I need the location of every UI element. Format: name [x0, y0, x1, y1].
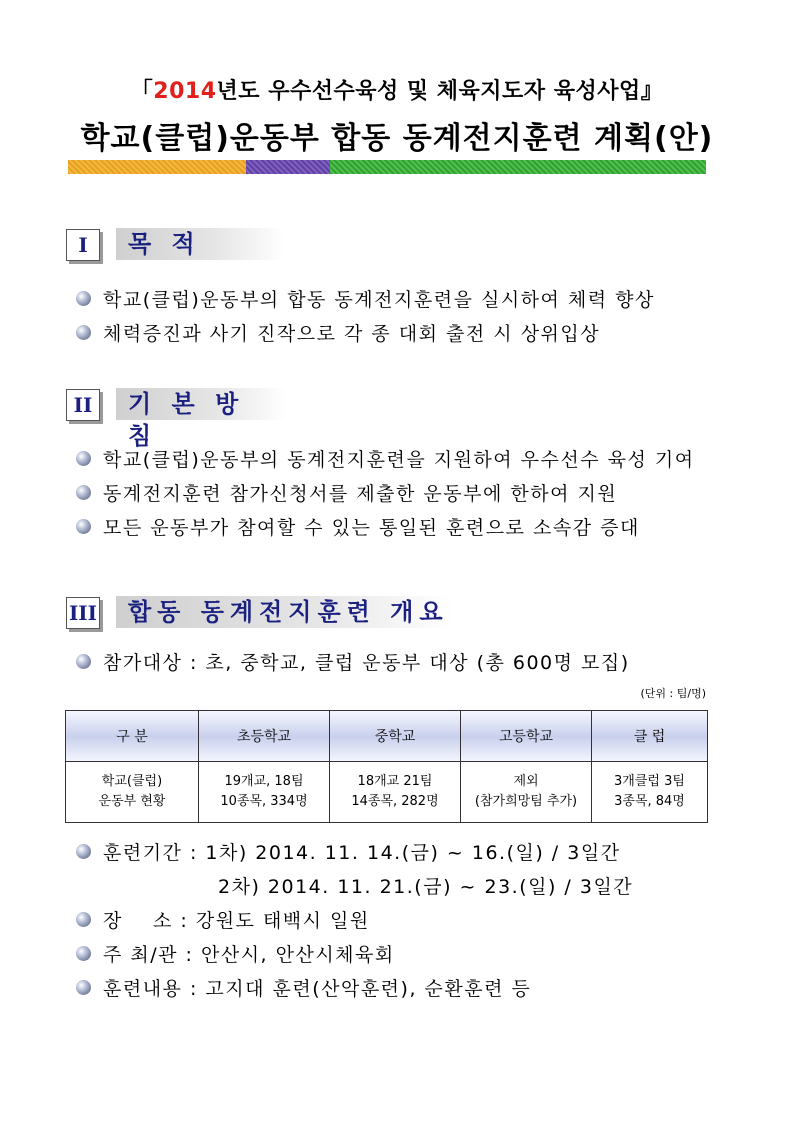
bullet-icon — [76, 485, 91, 500]
table-cell: 19개교, 18팀 10종목, 334명 — [199, 762, 330, 823]
list-item-host: 주 최/관 : 안산시, 안산시체육회 — [76, 942, 395, 968]
list-item: 동계전지훈련 참가신청서를 제출한 운동부에 한하여 지원 — [76, 481, 617, 507]
bullet-icon — [76, 946, 91, 961]
bullet-icon — [76, 451, 91, 466]
table-header: 초등학교 — [199, 711, 330, 762]
section-heading-purpose: 목 적 — [116, 228, 284, 260]
list-item-content: 훈련내용 : 고지대 훈련(산악훈련), 순환훈련 등 — [76, 976, 531, 1002]
table-cell: 학교(클럽) 운동부 현황 — [66, 762, 199, 823]
table-header: 중학교 — [330, 711, 461, 762]
table-cell: 18개교 21팀 14종목, 282명 — [330, 762, 461, 823]
table-header: 클 럽 — [592, 711, 708, 762]
table-header-row — [66, 711, 708, 762]
section-number-1: I — [66, 229, 100, 261]
overview-table — [65, 710, 708, 823]
list-item-participants: 참가대상 : 초, 중학교, 클럽 운동부 대상 (총 600명 모집) — [76, 650, 630, 676]
list-item: 학교(클럽)운동부의 동계전지훈련을 지원하여 우수선수 육성 기여 — [76, 447, 695, 473]
bullet-icon — [76, 980, 91, 995]
section-heading-overview: 합동 동계전지훈련 개요 — [116, 596, 452, 628]
list-item: 체력증진과 사기 진작으로 각 종 대회 출전 시 상위입상 — [76, 321, 600, 347]
table-row — [66, 762, 708, 823]
list-item-location: 장 소 : 강원도 태백시 일원 — [76, 908, 370, 934]
list-item-period: 훈련기간 : 1차) 2014. 11. 14.(금) ~ 16.(일) / 3일간 — [76, 840, 621, 866]
decorative-bar-purple — [246, 160, 330, 174]
list-item: 학교(클럽)운동부의 합동 동계전지훈련을 실시하여 체력 향상 — [76, 287, 655, 313]
doc-title: 학교(클럽)운동부 합동 동계전지훈련 계획(안) — [80, 121, 714, 156]
list-item: 모든 운동부가 참여할 수 있는 통일된 훈련으로 소속감 증대 — [76, 515, 640, 541]
table-cell: 제외 (참가희망팀 추가) — [461, 762, 592, 823]
bullet-icon — [76, 291, 91, 306]
section-heading-basic-policy: 기 본 방 침 — [116, 388, 286, 420]
bullet-icon — [76, 325, 91, 340]
bullet-icon — [76, 519, 91, 534]
year-highlight: 2014 — [153, 79, 217, 104]
table-header: 고등학교 — [461, 711, 592, 762]
bullet-icon — [76, 654, 91, 669]
section-number-3: III — [66, 597, 100, 629]
table-header: 구 분 — [66, 711, 199, 762]
period-second-line: 2차) 2014. 11. 21.(금) ~ 23.(일) / 3일간 — [218, 876, 634, 898]
doc-subtitle: 「2014년도 우수선수육성 및 체육지도자 육성사업』 — [130, 79, 664, 104]
section-number-2: II — [66, 389, 100, 421]
table-cell: 3개클럽 3팀 3종목, 84명 — [592, 762, 708, 823]
decorative-bar-green — [330, 160, 706, 174]
bullet-icon — [76, 912, 91, 927]
unit-note: (단위 : 팀/명) — [640, 687, 706, 700]
bullet-icon — [76, 844, 91, 859]
decorative-bar-orange — [68, 160, 246, 174]
